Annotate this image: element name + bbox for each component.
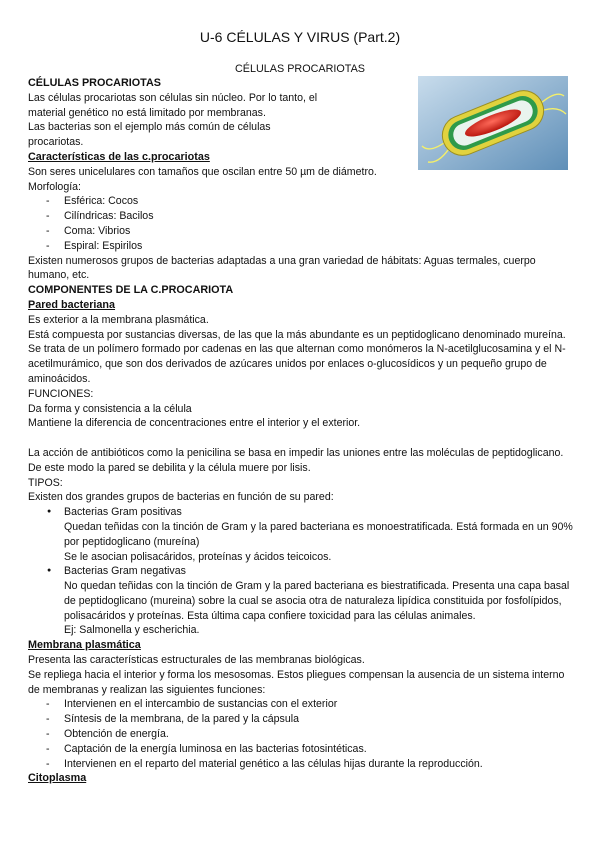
list-item: - Coma: Vibrios (28, 224, 576, 239)
paragraph-mesosomes: Se repliega hacia el interior y forma los mesosomas. Estos pliegues compensan la ausencia de un sistema interno de membranas y realizan las siguientes funciones: (28, 668, 565, 696)
paragraph-polymer: Se trata de un polímero formado por cadenas en las que alternan como monómeros la N-acetilglucosamina y el N-acetilmurámico, que son dos derivados de azúcares unidos por enlaces o-glucosídicos y un pequeño grupo de aminoácidos. (28, 343, 566, 385)
gram-negative-title: ● Bacterias Gram negativas (64, 565, 186, 578)
gram-negative-example: Ej: Salmonella y escherichia. (64, 624, 200, 637)
paragraph-membrane-structure: Presenta las características estructurales de las membranas biológicas. (28, 654, 365, 667)
membrane-functions-list (28, 697, 576, 771)
paragraph-wall-position: Es exterior a la membrana plasmática. (28, 313, 209, 326)
paragraph-habitats: Existen numerosos grupos de bacterias adaptadas a una gran variedad de hábitats: Aguas termales, cuerpo humano, etc. (28, 254, 536, 282)
list-item: - Intervienen en el intercambio de sustancias con el exterior (28, 697, 576, 712)
list-item-gram-positive (28, 505, 576, 564)
morphology-list (28, 194, 576, 253)
paragraph-function-1: Da forma y consistencia a la célula (28, 402, 192, 415)
heading-pared-bacteriana: Pared bacteriana (28, 298, 116, 311)
intro-line: Las bacterias son el ejemplo más común de células (28, 121, 271, 134)
section-subtitle: CÉLULAS PROCARIOTAS (235, 63, 365, 75)
document-body (28, 76, 576, 786)
intro-paragraph (28, 91, 368, 150)
list-item: - Intervienen en el reparto del material genético a las células hijas durante la reproducción. (28, 757, 576, 772)
paragraph-types-intro: Existen dos grandes grupos de bacterias en función de su pared: (28, 491, 334, 504)
list-item-gram-negative (28, 564, 576, 638)
gram-positive-extra: Se le asocian polisacáridos, proteínas y ácidos teicoicos. (64, 550, 332, 563)
gram-negative-description: No quedan teñidas con la tinción de Gram y la pared bacteriana es biestratificada. Presenta una capa basal de peptidoglicano (mureina) sobre la cual se asocia otra de naturaleza lipídica constituida por fosfolípidos, polisacáridos y proteínas. Esta última capa confiere toxicidad para las células animales. (64, 580, 570, 622)
heading-celulas-procariotas: CÉLULAS PROCARIOTAS (28, 77, 161, 89)
paragraph-function-2: Mantiene la diferencia de concentraciones entre el interior y el exterior. (28, 417, 361, 430)
list-item: - Esférica: Cocos (28, 194, 576, 209)
label-funciones: FUNCIONES: (28, 387, 94, 400)
spacer (28, 431, 576, 446)
gram-positive-description: Quedan teñidas con la tinción de Gram y la pared bacteriana es monoestratificada. Está formada en un 90% por peptidoglicano (mureína) (64, 520, 573, 548)
intro-line: Las células procariotas son células sin núcleo. Por lo tanto, el (28, 91, 318, 104)
paragraph-wall-composition: Está compuesta por sustancias diversas, de las que la más abundante es un peptidoglicano denominado mureína. (28, 328, 566, 341)
list-item: - Cilíndricas: Bacilos (28, 209, 576, 224)
heading-citoplasma: Citoplasma (28, 772, 87, 785)
paragraph-size: Son seres unicelulares con tamaños que oscilan entre 50 µm de diámetro. (28, 165, 377, 178)
heading-membrana-plasmatica: Membrana plasmática (28, 639, 141, 652)
gram-list (28, 505, 576, 638)
heading-componentes: COMPONENTES DE LA C.PROCARIOTA (28, 284, 234, 297)
heading-caracteristicas: Características de las c.procariotas (28, 150, 210, 163)
list-item: - Síntesis de la membrana, de la pared y la cápsula (28, 712, 576, 727)
intro-line: procariotas. (28, 136, 84, 149)
list-item: - Obtención de energía. (28, 727, 576, 742)
intro-line: material genético no está limitado por membranas. (28, 106, 266, 119)
gram-positive-title: ● Bacterias Gram positivas (64, 506, 182, 519)
paragraph-antibiotics: La acción de antibióticos como la penicilina se basa en impedir las uniones entre las moléculas de peptidoglicano. De este modo la pared se debilita y la célula muere por lisis. (28, 446, 564, 474)
paragraph-morphology-label: Morfología: (28, 180, 81, 193)
document-title: U-6 CÉLULAS Y VIRUS (Part.2) (199, 29, 401, 45)
list-item: - Captación de la energía luminosa en las bacterias fotosintéticas. (28, 742, 576, 757)
list-item: - Espiral: Espirilos (28, 239, 576, 254)
label-tipos: TIPOS: (28, 476, 63, 489)
